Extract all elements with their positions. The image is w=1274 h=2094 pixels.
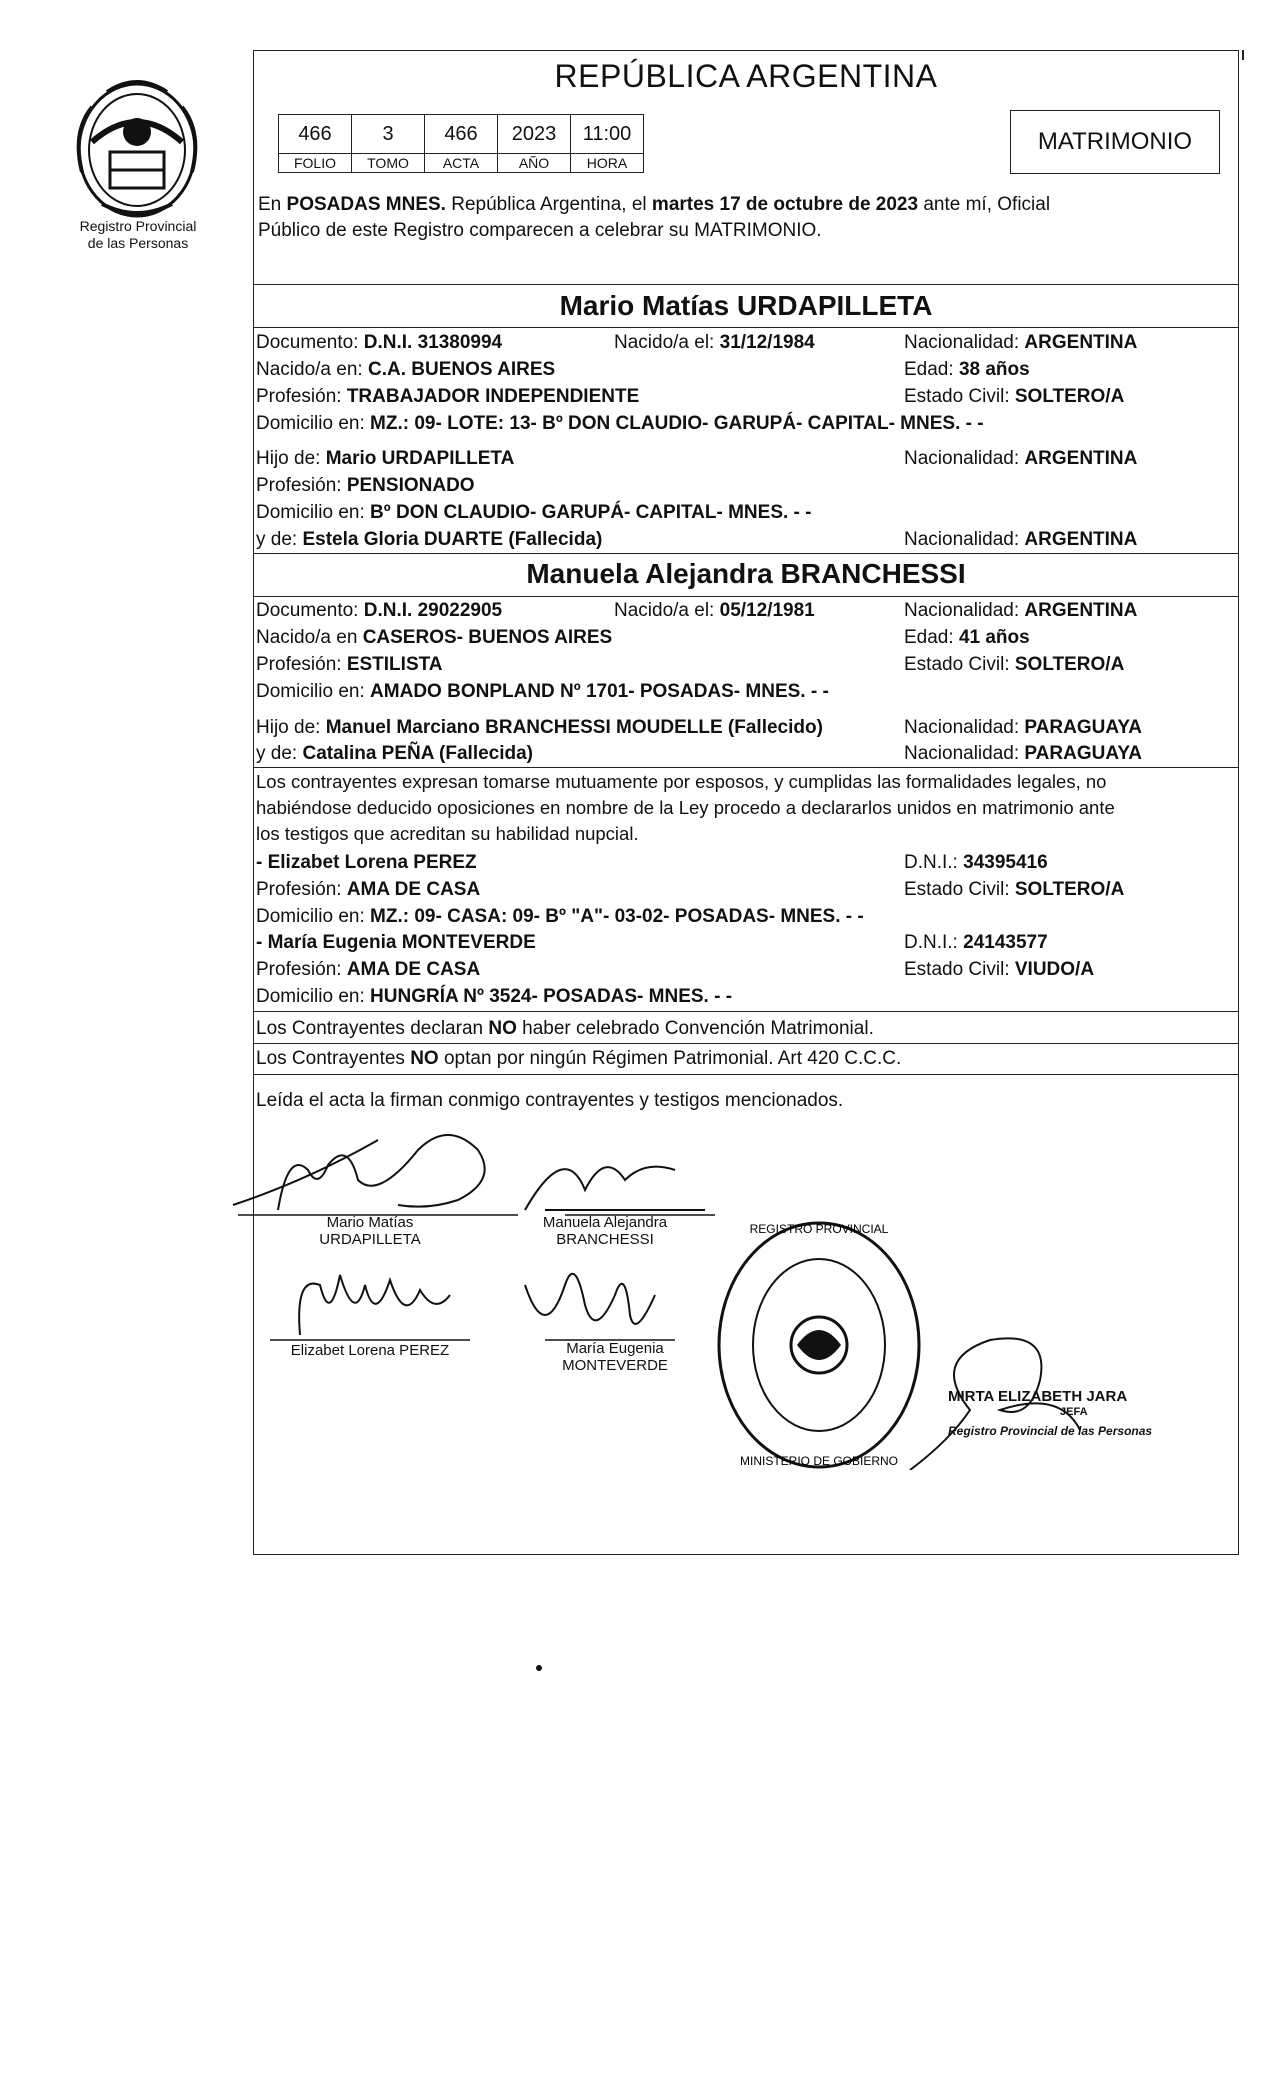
party1-father-address: Domicilio en: Bº DON CLAUDIO- GARUPÁ- CAPITAL- MNES. - - [256, 502, 812, 523]
intro-place: POSADAS MNES. [286, 194, 446, 215]
party2-father-nationality: Nacionalidad: PARAGUAYA [904, 717, 1142, 738]
coat-of-arms-icon [62, 72, 212, 222]
party2-name: Manuela Alejandra BRANCHESSI [526, 558, 966, 589]
hour-value: 11:00 [571, 115, 644, 154]
party1-address: Domicilio en: MZ.: 09- LOTE: 13- Bº DON CLAUDIO- GARUPÁ- CAPITAL- MNES. - - [256, 413, 984, 434]
signature-caption-elizabet: Elizabet Lorena PEREZ [290, 1342, 450, 1359]
registry-data-table [278, 114, 644, 173]
party1-father-nationality: Nacionalidad: ARGENTINA [904, 448, 1138, 469]
declaration-line1: Los contrayentes expresan tomarse mutuamente por esposos, y cumplidas las formalidades legales, no [256, 771, 1107, 792]
signature-mario [228, 1110, 528, 1220]
registry-logo [62, 72, 212, 222]
folio-label: FOLIO [279, 154, 352, 173]
document-title: REPÚBLICA ARGENTINA [554, 58, 938, 94]
party1-civil-status: Estado Civil: SOLTERO/A [904, 386, 1125, 407]
witness1-address: Domicilio en: MZ.: 09- CASA: 09- Bº "A"- 03-02- POSADAS- MNES. - - [256, 906, 864, 927]
divider [253, 596, 1239, 597]
party2-nationality: Nacionalidad: ARGENTINA [904, 600, 1138, 621]
svg-text:MINISTERIO DE GOBIERNO: MINISTERIO DE GOBIERNO [739, 1454, 899, 1468]
intro-paragraph [258, 192, 1238, 244]
party2-mother: y de: Catalina PEÑA (Fallecida) [256, 743, 534, 764]
signature-caption-mario: Mario Matías URDAPILLETA [319, 1214, 421, 1248]
tomo-value: 3 [352, 115, 425, 154]
declaration-line3: los testigos que acreditan su habilidad nupcial. [256, 823, 639, 844]
logo-caption-line1: Registro Provincial [79, 218, 197, 234]
intro-text: En [258, 194, 287, 215]
declaration-paragraph [256, 769, 1238, 847]
declaration-line2: habiéndose deducido oposiciones en nombre de la Ley procedo a declararlos unidos en matrimonio ante [256, 797, 1115, 818]
witness1-name: - Elizabet Lorena PEREZ [256, 852, 477, 873]
edge-tick [1242, 50, 1244, 60]
acta-value: 466 [425, 115, 498, 154]
svg-text:REGISTRO PROVINCIAL: REGISTRO PROVINCIAL [749, 1222, 889, 1236]
party1-profession: Profesión: TRABAJADOR INDEPENDIENTE [256, 386, 640, 407]
year-label: AÑO [498, 154, 571, 173]
witness1-dni: D.N.I.: 34395416 [904, 852, 1048, 873]
witness2-dni: D.N.I.: 24143577 [904, 932, 1048, 953]
witness2-name: - María Eugenia MONTEVERDE [256, 932, 536, 953]
party2-document: Documento: D.N.I. 29022905 [256, 600, 503, 621]
divider [253, 1074, 1239, 1075]
witness2-profession: Profesión: AMA DE CASA [256, 959, 481, 980]
logo-caption [48, 218, 228, 252]
witness1-profession: Profesión: AMA DE CASA [256, 879, 481, 900]
official-role: JEFA [1060, 1406, 1088, 1418]
official-name: MIRTA ELIZABETH JARA [948, 1388, 1128, 1405]
party1-age: Edad: 38 años [904, 359, 1030, 380]
intro-text: ante mí, Oficial [918, 194, 1051, 215]
year-value: 2023 [498, 115, 571, 154]
party2-birthplace: Nacido/a en CASEROS- BUENOS AIRES [256, 627, 613, 648]
divider [253, 553, 1239, 554]
signature-manuela [505, 1130, 725, 1220]
party1-document: Documento: D.N.I. 31380994 [256, 332, 503, 353]
acta-label: ACTA [425, 154, 498, 173]
hour-label: HORA [571, 154, 644, 173]
party1-mother: y de: Estela Gloria DUARTE (Fallecida) [256, 529, 603, 550]
patrimonial-regime-statement: Los Contrayentes NO optan por ningún Régimen Patrimonial. Art 420 C.C.C. [256, 1048, 902, 1069]
act-type-box: MATRIMONIO [1010, 110, 1220, 174]
divider [253, 1043, 1239, 1044]
party1-father: Hijo de: Mario URDAPILLETA [256, 448, 515, 469]
intro-line2: Público de este Registro comparecen a celebrar su MATRIMONIO. [258, 220, 822, 241]
witness2-address: Domicilio en: HUNGRÍA Nº 3524- POSADAS- MNES. - - [256, 986, 733, 1007]
divider [253, 767, 1239, 768]
official-office: Registro Provincial de las Personas [948, 1424, 1153, 1438]
tomo-label: TOMO [352, 154, 425, 173]
party1-father-profession: Profesión: PENSIONADO [256, 475, 475, 496]
party1-birthplace: Nacido/a en: C.A. BUENOS AIRES [256, 359, 556, 380]
intro-date: martes 17 de octubre de 2023 [651, 194, 919, 215]
party2-civil-status: Estado Civil: SOLTERO/A [904, 654, 1125, 675]
party2-age: Edad: 41 años [904, 627, 1030, 648]
signature-caption-maria: María Eugenia MONTEVERDE [562, 1340, 668, 1374]
stray-dot [536, 1665, 542, 1671]
convention-statement: Los Contrayentes declaran NO haber celebrado Convención Matrimonial. [256, 1018, 874, 1039]
party2-birthdate: Nacido/a el: 05/12/1981 [614, 600, 815, 621]
party1-mother-nationality: Nacionalidad: ARGENTINA [904, 529, 1138, 550]
signature-maria [505, 1245, 685, 1345]
party1-nationality: Nacionalidad: ARGENTINA [904, 332, 1138, 353]
divider [253, 327, 1239, 328]
party2-mother-nationality: Nacionalidad: PARAGUAYA [904, 743, 1142, 764]
party1-name: Mario Matías URDAPILLETA [559, 290, 933, 321]
party2-profession: Profesión: ESTILISTA [256, 654, 443, 675]
signature-elizabet [260, 1255, 480, 1345]
divider [253, 284, 1239, 285]
witness2-civil-status: Estado Civil: VIUDO/A [904, 959, 1095, 980]
intro-text: República Argentina, el [445, 194, 652, 215]
logo-caption-line2: de las Personas [87, 235, 189, 251]
folio-value: 466 [279, 115, 352, 154]
party2-address: Domicilio en: AMADO BONPLAND Nº 1701- POSADAS- MNES. - - [256, 681, 829, 702]
closing-statement: Leída el acta la firman conmigo contrayentes y testigos mencionados. [256, 1090, 844, 1111]
divider [253, 1011, 1239, 1012]
party2-father: Hijo de: Manuel Marciano BRANCHESSI MOUDELLE (Fallecido) [256, 717, 823, 738]
signature-caption-manuela: Manuela Alejandra BRANCHESSI [542, 1214, 668, 1248]
party1-birthdate: Nacido/a el: 31/12/1984 [614, 332, 815, 353]
witness1-civil-status: Estado Civil: SOLTERO/A [904, 879, 1125, 900]
